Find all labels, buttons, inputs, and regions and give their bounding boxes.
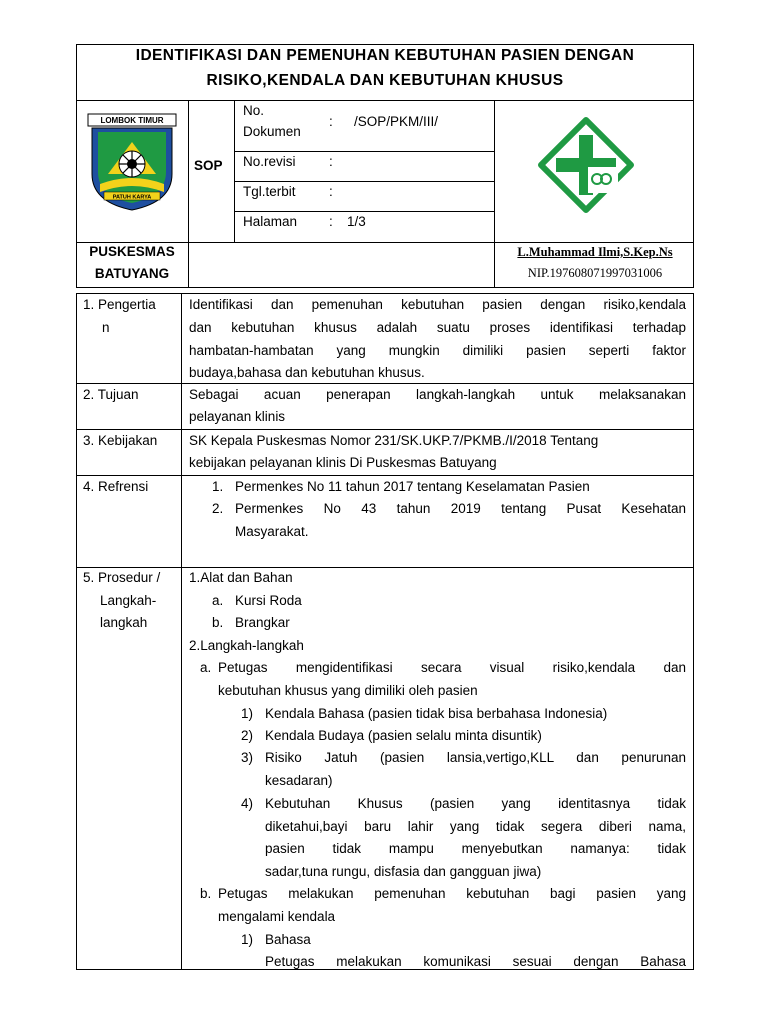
kebijakan-line: kebijakan pelayanan klinis Di Puskesmas Batuyang [189, 455, 497, 470]
halaman-value: 1/3 [347, 214, 366, 229]
langkah-heading: 2.Langkah-langkah [189, 638, 304, 653]
tgl-terbit-colon: : [329, 184, 333, 199]
puskesmas-logo [538, 117, 634, 213]
langkah-a-line: Petugas mengidentifikasi secara visual risiko,kendala dan [218, 660, 686, 675]
lombok-timur-emblem [86, 112, 178, 212]
alat-item-text: Kursi Roda [235, 593, 302, 608]
langkah-a-item-num: 4) [241, 796, 254, 811]
pengertian-label-2: n [102, 320, 110, 335]
langkah-a-item-text: pasien tidak mampu menyebutkan namanya: tidak [265, 841, 686, 856]
refrensi-item-num: 1. [212, 479, 224, 494]
prosedur-label-2: Langkah- [100, 593, 157, 608]
tujuan-label: 2. Tujuan [83, 387, 139, 402]
signatory-nip: NIP.197608071997031006 [527, 266, 663, 280]
langkah-a-item-text: Kendala Bahasa (pasien tidak bisa berbahasa Indonesia) [265, 706, 608, 721]
prosedur-label-1: 5. Prosedur / [83, 570, 161, 585]
pengertian-line: budaya,bahasa dan kebutuhan khusus. [189, 365, 425, 380]
no-revisi-colon: : [329, 154, 333, 169]
refrensi-item-text: Permenkes No 43 tahun 2019 tentang Pusat Kesehatan [235, 501, 686, 516]
no-dokumen-colon: : [329, 114, 333, 129]
langkah-a-item-num: 3) [241, 750, 254, 765]
langkah-a-item-text: sadar,tuna rungu, disfasia dan gangguan jiwa) [265, 864, 542, 879]
no-dokumen-label-1: No. [243, 103, 265, 118]
pengertian-label-1: 1. Pengertia [83, 297, 156, 312]
document-title-line-2: RISIKO,KENDALA DAN KEBUTUHAN KHUSUS [206, 72, 564, 89]
langkah-a-item-num: 1) [241, 706, 254, 721]
langkah-b-letter: b. [200, 886, 212, 901]
tujuan-line: pelayanan klinis [189, 409, 286, 424]
pengertian-line: dan kebutuhan khusus adalah suatu proses identifikasi terhadap [189, 320, 686, 335]
langkah-b1-num: 1) [241, 932, 254, 947]
no-revisi-label: No.revisi [243, 154, 296, 169]
emblem-top-text: LOMBOK TIMUR [100, 116, 164, 125]
kebijakan-line: SK Kepala Puskesmas Nomor 231/SK.UKP.7/PKMB./I/2018 Tentang [189, 433, 599, 448]
alat-heading: 1.Alat dan Bahan [189, 570, 293, 585]
langkah-b1-line: Petugas melakukan komunikasi sesuai dengan Bahasa [265, 954, 686, 969]
langkah-a-item-text: kesadaran) [265, 773, 333, 788]
tgl-terbit-label: Tgl.terbit [243, 184, 296, 199]
alat-item-letter: a. [212, 593, 224, 608]
no-dokumen-value: /SOP/PKM/III/ [354, 114, 439, 129]
refrensi-item-text: Permenkes No 11 tahun 2017 tentang Keselamatan Pasien [235, 479, 590, 494]
refrensi-label: 4. Refrensi [83, 479, 149, 494]
langkah-b-line: Petugas melakukan pemenuhan kebutuhan bagi pasien yang [218, 886, 686, 901]
langkah-a-item-text: Risiko Jatuh (pasien lansia,vertigo,KLL dan penurunan [265, 750, 686, 765]
kebijakan-label: 3. Kebijakan [83, 433, 158, 448]
alat-item-text: Brangkar [235, 615, 290, 630]
emblem-motto: PATUH KARYA [112, 194, 152, 201]
alat-item-letter: b. [212, 615, 224, 630]
no-dokumen-label-2: Dokumen [243, 124, 301, 139]
langkah-a-letter: a. [200, 660, 212, 675]
langkah-b-line: mengalami kendala [218, 909, 336, 924]
tujuan-line: Sebagai acuan penerapan langkah-langkah untuk melaksanakan [189, 387, 686, 402]
pengertian-line: Identifikasi dan pemenuhan kebutuhan pasien dengan risiko,kendala [189, 297, 686, 312]
langkah-a-item-text: Kendala Budaya (pasien selalu minta disuntik) [265, 728, 542, 743]
document-title-line-1: IDENTIFIKASI DAN PEMENUHAN KEBUTUHAN PASIEN DENGAN [135, 47, 635, 64]
prosedur-label-3: langkah [100, 615, 148, 630]
langkah-a-line: kebutuhan khusus yang dimiliki oleh pasien [218, 683, 478, 698]
pengertian-line: hambatan-hambatan yang mungkin dimiliki pasien seperti faktor [189, 343, 686, 358]
langkah-a-item-num: 2) [241, 728, 254, 743]
halaman-label: Halaman [243, 214, 298, 229]
refrensi-item-text: Masyarakat. [235, 524, 309, 539]
signatory-name: L.Muhammad Ilmi,S.Kep.Ns [517, 245, 673, 259]
halaman-colon: : [329, 214, 333, 229]
puskesmas-name-line-1: PUSKESMAS [89, 244, 175, 259]
langkah-b1-title: Bahasa [265, 932, 311, 947]
puskesmas-name-line-2: BATUYANG [94, 266, 170, 281]
refrensi-item-num: 2. [212, 501, 224, 516]
sop-label: SOP [194, 158, 223, 173]
langkah-a-item-text: Kebutuhan Khusus (pasien yang identitasnya tidak [265, 796, 686, 811]
langkah-a-item-text: diketahui,bayi baru lahir yang tidak segera diberi nama, [265, 819, 686, 834]
